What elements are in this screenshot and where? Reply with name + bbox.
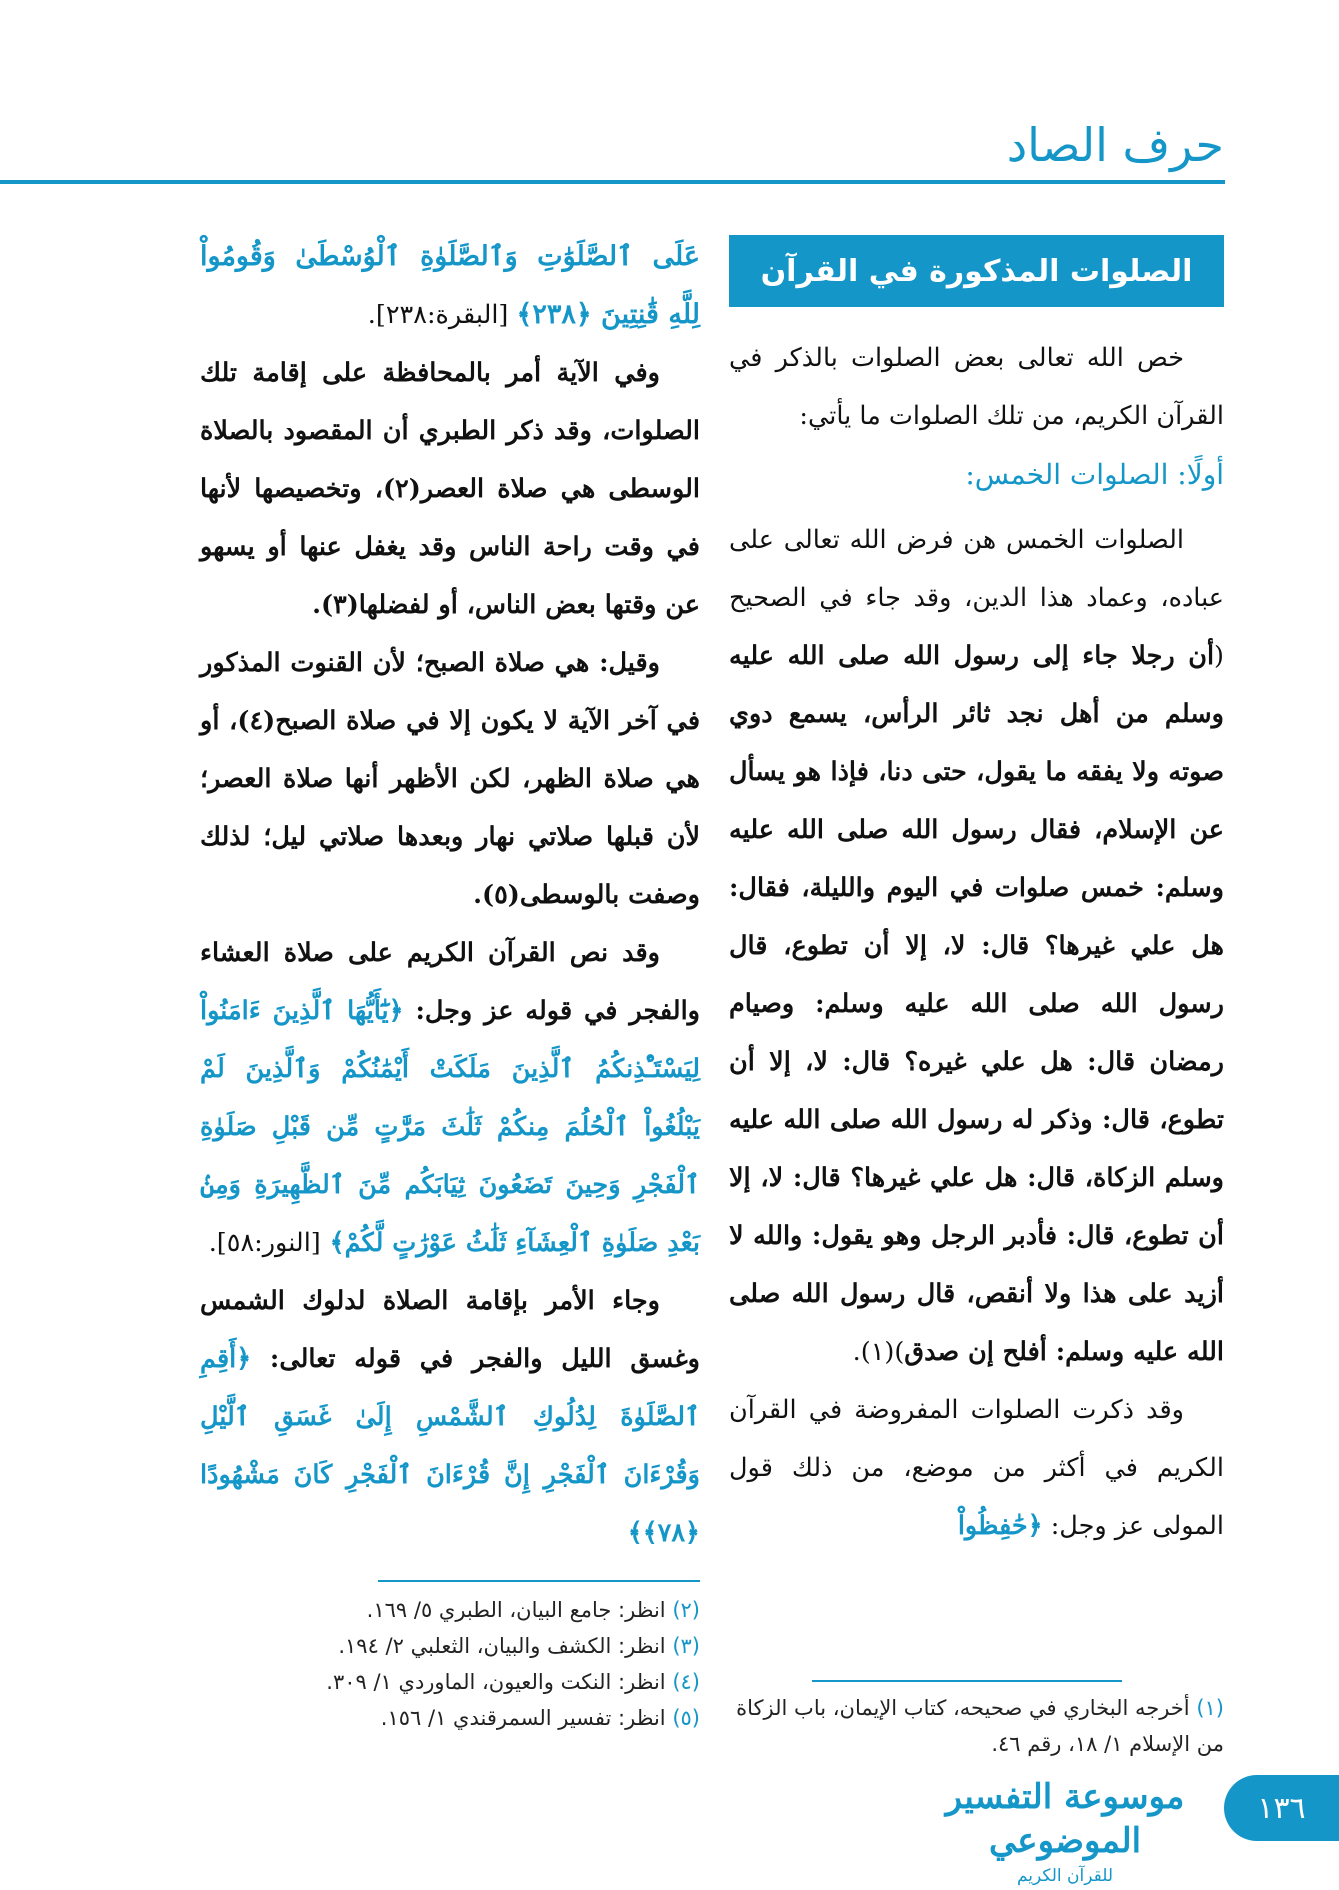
section-title-box bbox=[729, 235, 1224, 307]
paragraph-wusta: وفي الآية أمر بالمحافظة على إقامة تلك الصلوات، وقد ذكر الطبري أن المقصود بالصلاة الوسطى هي صلاة العصر(٢)، وتخصيصها لأنها في وقت راحة الناس وقد يغفل عنها أو يسهو عن وقتها بعض الناس، أو لفضلها(٣). bbox=[200, 358, 700, 620]
paragraph-subh: وقيل: هي صلاة الصبح؛ لأن القنوت المذكور في آخر الآية لا يكون إلا في صلاة الصبح(٤)، أو هي صلاة الظهر، لكن الأظهر أنها صلاة العصر؛ لأن قبلها صلاتي نهار وبعدها صلاتي ليل؛ لذلك وصفت بالوسطى(٥). bbox=[200, 648, 701, 910]
page-number bbox=[1224, 1775, 1339, 1841]
paragraph-hadith bbox=[729, 511, 1224, 1381]
footnote-text: انظر: جامع البيان، الطبري ٥/ ١٦٩. bbox=[366, 1598, 666, 1622]
footnote-rule-right bbox=[812, 1680, 1122, 1682]
page-number-text: ١٣٦ bbox=[1257, 1790, 1306, 1826]
paragraph-mentions bbox=[729, 1381, 1224, 1555]
footnote bbox=[724, 1690, 1224, 1762]
quran-verse: ﴿أَقِمِ ٱلصَّلَوٰةَ لِدُلُوكِ ٱلشَّمْسِ إِلَىٰ غَسَقِ ٱلَّيْلِ وَقُرْءَانَ ٱلْفَجْرِ إِنَّ قُرْءَانَ ٱلْفَجْرِ كَانَ مَشْهُودًا ﴿٧٨﴾﴾ bbox=[200, 1344, 700, 1548]
right-column bbox=[729, 235, 1224, 1555]
paragraph-isha-fajr bbox=[200, 924, 700, 1272]
hadith-text: أن رجلا جاء إلى رسول الله صلى الله عليه وسلم من أهل نجد ثائر الرأس، يسمع دوي صوته ولا يفقه ما يقول، حتى دنا، فإذا هو يسأل عن الإسلام، فقال رسول الله صلى الله عليه وسلم: خمس صلوات في اليوم والليلة، فقال: هل علي غيرها؟ قال: لا، إلا أن تطوع، قال رسول الله صلى الله عليه وسلم: وصيام رمضان قال: هل علي غيره؟ قال: لا، إلا أن تطوع، قال: وذكر له رسول الله صلى الله عليه وسلم الزكاة، قال: هل علي غيرها؟ قال: لا، إلا أن تطوع، قال: فأدبر الرجل وهو يقول: والله لا أزيد على هذا ولا أنقص، قال رسول الله صلى الله عليه وسلم: أفلح إن صدق bbox=[729, 641, 1224, 1367]
chapter-title: حرف الصاد bbox=[1006, 118, 1224, 172]
footnote-number: (٥) bbox=[672, 1706, 700, 1730]
paragraph-duluk bbox=[200, 1272, 700, 1562]
footnote-number: (٣) bbox=[672, 1634, 700, 1658]
footnote-number: (١) bbox=[1196, 1696, 1224, 1720]
quran-verse: ﴿حَٰفِظُواْ bbox=[957, 1511, 1043, 1541]
logo-title: موسوعة التفسير الموضوعي bbox=[945, 1777, 1185, 1861]
left-column bbox=[200, 228, 700, 1562]
footnote-rule-left bbox=[378, 1580, 700, 1582]
footnote-number: (٢) bbox=[672, 1598, 700, 1622]
intro-paragraph: خص الله تعالى بعض الصلوات بالذكر في القرآن الكريم، من تلك الصلوات ما يأتي: bbox=[729, 343, 1224, 431]
footnotes-left bbox=[200, 1592, 700, 1736]
footnote bbox=[200, 1664, 700, 1700]
footnotes-right bbox=[724, 1690, 1224, 1762]
footnote-text: انظر: تفسير السمرقندي ١/ ١٥٦. bbox=[380, 1706, 666, 1730]
quran-verse: ﴿يَٰٓأَيُّهَا ٱلَّذِينَ ءَامَنُواْ لِيَسْتَـْٔذِنكُمُ ٱلَّذِينَ مَلَكَتْ أَيْمَٰنُكُمْ وَٱلَّذِينَ لَمْ يَبْلُغُواْ ٱلْحُلُمَ مِنكُمْ ثَلَٰثَ مَرَّٰتٍ مِّن قَبْلِ صَلَوٰةِ ٱلْفَجْرِ وَحِينَ تَضَعُونَ ثِيَابَكُم مِّنَ ٱلظَّهِيرَةِ وَمِنۢ بَعْدِ صَلَوٰةِ ٱلْعِشَآءِ ثَلَٰثُ عَوْرَٰتٍ لَّكُمْ﴾ bbox=[200, 996, 700, 1258]
encyclopedia-logo bbox=[925, 1775, 1205, 1886]
footnote-text: أخرجه البخاري في صحيحه، كتاب الإيمان، باب الزكاة من الإسلام ١/ ١٨، رقم ٤٦. bbox=[736, 1696, 1224, 1756]
quran-verse: عَلَى ٱلصَّلَوَٰتِ وَٱلصَّلَوٰةِ ٱلْوُسْطَىٰ وَقُومُواْ لِلَّهِ قَٰنِتِينَ ﴿٢٣٨﴾ bbox=[200, 241, 700, 330]
footnote bbox=[200, 1592, 700, 1628]
footnote-text: انظر: النكت والعيون، الماوردي ١/ ٣٠٩. bbox=[326, 1670, 666, 1694]
logo-subtitle: للقرآن الكريم bbox=[1016, 1866, 1114, 1886]
header-rule bbox=[0, 180, 1225, 184]
footnote-number: (٤) bbox=[672, 1670, 700, 1694]
section-title: الصلوات المذكورة في القرآن bbox=[760, 253, 1193, 289]
footnote-text: انظر: الكشف والبيان، الثعلبي ٢/ ١٩٤. bbox=[338, 1634, 666, 1658]
para2-text: وقد ذكرت الصلوات المفروضة في القرآن الكريم في أكثر من موضع، من ذلك قول المولى عز وجل: bbox=[729, 1395, 1224, 1541]
subheading: أولًا: الصلوات الخمس: bbox=[965, 458, 1224, 491]
para-lead: وقد نص القرآن الكريم على صلاة العشاء والفجر في قوله عز وجل: bbox=[200, 938, 700, 1026]
verse-reference: [النور:٥٨]. bbox=[208, 1228, 321, 1258]
verse-baqarah bbox=[200, 228, 700, 344]
para-lead: وجاء الأمر بإقامة الصلاة لدلوك الشمس وغسق الليل والفجر في قوله تعالى: bbox=[200, 1286, 700, 1374]
para-end: )(١). bbox=[852, 1337, 905, 1367]
footnote bbox=[200, 1700, 700, 1736]
footnote bbox=[200, 1628, 700, 1664]
verse-reference: [البقرة:٢٣٨]. bbox=[367, 300, 509, 330]
para-lead: الصلوات الخمس هن فرض الله تعالى على عباده، وعماد هذا الدين، وقد جاء في الصحيح ( bbox=[729, 525, 1224, 671]
